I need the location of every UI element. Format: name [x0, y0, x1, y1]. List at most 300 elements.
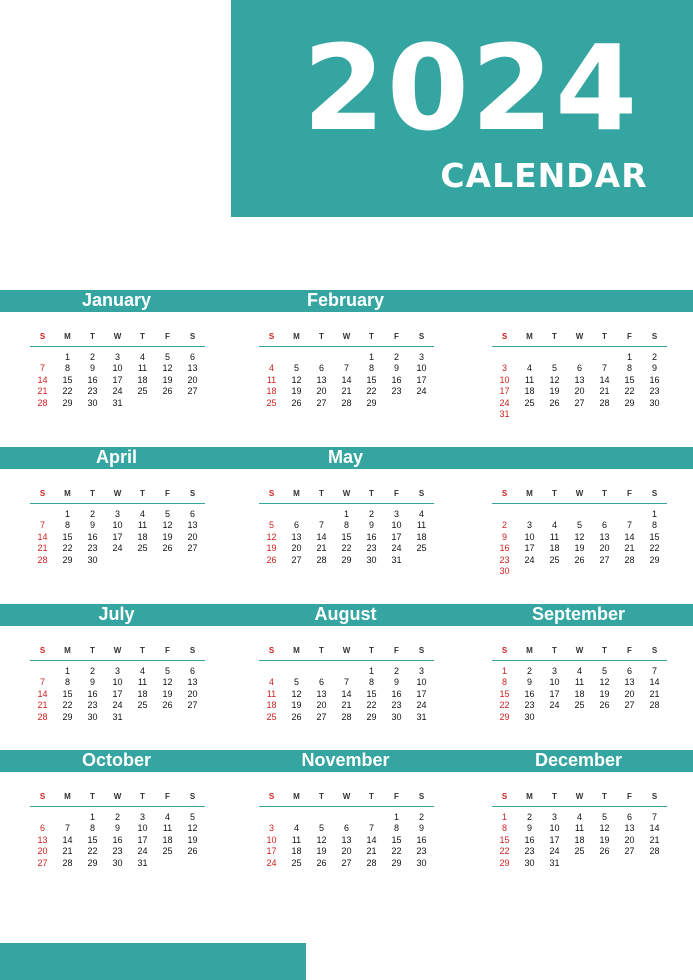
day-cell: 15	[499, 834, 510, 845]
day-cell: 22	[341, 543, 352, 554]
day-cell: 5	[318, 823, 324, 834]
day-cell: 16	[391, 688, 402, 699]
week-row	[259, 666, 434, 677]
day-cell: 10	[524, 531, 535, 542]
day-cell: 2	[526, 666, 532, 676]
weekday-label: T	[552, 489, 557, 498]
day-cell: 17	[112, 688, 123, 699]
week-row	[259, 543, 434, 554]
day-cell: 20	[187, 531, 198, 542]
day-cell: 10	[416, 363, 427, 374]
weekday-label: T	[552, 332, 557, 341]
day-cell: 14	[62, 834, 73, 845]
weekday-label: S	[189, 646, 196, 655]
day-cell: 21	[624, 543, 635, 554]
weekday-label: M	[64, 646, 71, 655]
empty-day-cell	[259, 509, 284, 520]
day-cell: 21	[316, 543, 327, 554]
day-cell: 15	[62, 374, 73, 385]
day-cell: 9	[89, 677, 95, 688]
day-cell: 13	[599, 531, 610, 542]
day-cell: 24	[112, 543, 123, 554]
week-row	[259, 532, 434, 543]
day-cell: 1	[393, 812, 399, 822]
day-cell: 26	[599, 846, 610, 857]
day-cell: 29	[366, 397, 377, 408]
day-cell: 6	[318, 363, 324, 374]
weekday-label: S	[651, 792, 658, 801]
week-row	[30, 363, 205, 374]
day-cell: 11	[291, 834, 302, 845]
day-cell: 2	[651, 352, 657, 362]
weekday-label: S	[268, 792, 275, 801]
day-cell: 19	[291, 700, 302, 711]
weekday-label: W	[342, 489, 351, 498]
day-cell: 24	[549, 700, 560, 711]
day-cell: 24	[416, 386, 427, 397]
weekday-label: F	[627, 332, 632, 341]
weekday-label: M	[293, 489, 300, 498]
week-row	[259, 812, 434, 823]
weekday-label: W	[342, 646, 351, 655]
day-cell: 3	[114, 509, 120, 519]
weekday-label: T	[602, 332, 607, 341]
week-row	[492, 543, 667, 554]
day-cell: 5	[293, 363, 299, 374]
day-cell: 5	[164, 666, 170, 676]
day-cell: 29	[624, 397, 635, 408]
week-row	[30, 520, 205, 531]
day-cell: 20	[574, 386, 585, 397]
day-cell: 30	[416, 857, 427, 868]
weekday-divider	[259, 660, 434, 661]
day-cell: 28	[649, 846, 660, 857]
day-cell: 29	[499, 711, 510, 722]
day-cell: 18	[266, 386, 277, 397]
empty-day-cell	[359, 812, 384, 823]
day-cell: 10	[549, 823, 560, 834]
month-name: January	[81, 290, 152, 310]
day-cell: 26	[599, 700, 610, 711]
weekday-header	[30, 489, 205, 499]
day-cell: 29	[341, 554, 352, 565]
weekday-divider	[259, 503, 434, 504]
week-row	[30, 858, 205, 869]
weekday-label: W	[113, 646, 122, 655]
empty-day-cell	[284, 666, 309, 677]
day-cell: 24	[549, 846, 560, 857]
day-cell: 16	[416, 834, 427, 845]
empty-day-cell	[284, 812, 309, 823]
empty-day-cell	[617, 509, 642, 520]
day-cell: 15	[341, 531, 352, 542]
week-row	[492, 520, 667, 531]
day-cell: 17	[416, 374, 427, 385]
week-row	[30, 823, 205, 834]
day-cell: 20	[624, 834, 635, 845]
day-cell: 14	[37, 688, 48, 699]
day-cell: 13	[187, 677, 198, 688]
day-cell: 8	[393, 823, 399, 834]
empty-day-cell	[492, 509, 517, 520]
weekday-label: S	[39, 646, 46, 655]
day-cell: 29	[366, 711, 377, 722]
day-cell: 16	[112, 834, 123, 845]
week-row	[30, 398, 205, 409]
weekday-header	[30, 646, 205, 656]
day-cell: 14	[341, 374, 352, 385]
weekday-label: S	[189, 792, 196, 801]
day-cell: 15	[624, 374, 635, 385]
weekday-label: W	[113, 792, 122, 801]
day-cell: 9	[651, 363, 657, 374]
day-cell: 3	[501, 363, 507, 374]
day-cell: 2	[368, 509, 374, 519]
day-cell: 25	[266, 711, 277, 722]
day-cell: 30	[524, 857, 535, 868]
weekday-divider	[30, 806, 205, 807]
day-cell: 8	[368, 677, 374, 688]
week-row	[492, 666, 667, 677]
day-grid	[30, 352, 205, 409]
weekday-label: M	[64, 792, 71, 801]
day-cell: 14	[649, 823, 660, 834]
day-cell: 21	[37, 543, 48, 554]
day-cell: 11	[266, 374, 277, 385]
day-cell: 9	[418, 823, 424, 834]
weekday-divider	[30, 660, 205, 661]
day-cell: 12	[266, 531, 277, 542]
day-cell: 6	[189, 666, 195, 676]
day-cell: 4	[268, 363, 274, 374]
day-grid	[259, 352, 434, 409]
day-cell: 3	[418, 352, 424, 362]
day-cell: 11	[137, 363, 148, 374]
weekday-label: W	[342, 792, 351, 801]
month-name: February	[306, 290, 385, 310]
day-cell: 10	[391, 520, 402, 531]
week-row	[492, 677, 667, 688]
day-cell: 18	[137, 531, 148, 542]
day-cell: 25	[162, 846, 173, 857]
day-cell: 21	[649, 834, 660, 845]
day-cell: 27	[316, 397, 327, 408]
day-cell: 12	[187, 823, 198, 834]
day-cell: 23	[87, 700, 98, 711]
day-cell: 3	[139, 812, 145, 822]
week-row	[492, 363, 667, 374]
weekday-label: W	[113, 332, 122, 341]
day-cell: 31	[112, 711, 123, 722]
day-cell: 19	[316, 846, 327, 857]
weekday-header	[492, 489, 667, 499]
weekday-label: M	[293, 332, 300, 341]
day-cell: 7	[343, 363, 349, 374]
weekday-label: S	[418, 332, 425, 341]
day-cell: 11	[266, 688, 277, 699]
day-cell: 2	[114, 812, 120, 822]
day-cell: 15	[391, 834, 402, 845]
day-cell: 4	[139, 352, 145, 362]
day-cell: 2	[501, 520, 507, 531]
week-row	[30, 712, 205, 723]
day-cell: 30	[366, 554, 377, 565]
week-row	[259, 509, 434, 520]
day-cell: 11	[137, 520, 148, 531]
day-cell: 3	[268, 823, 274, 834]
weekday-divider	[30, 346, 205, 347]
day-cell: 6	[39, 823, 45, 834]
day-cell: 29	[62, 554, 73, 565]
weekday-label: T	[140, 792, 145, 801]
week-row	[492, 509, 667, 520]
day-cell: 11	[162, 823, 173, 834]
weekday-label: T	[90, 646, 95, 655]
day-cell: 30	[112, 857, 123, 868]
day-cell: 1	[64, 666, 70, 676]
day-cell: 23	[87, 386, 98, 397]
day-cell: 21	[649, 688, 660, 699]
day-cell: 18	[549, 543, 560, 554]
day-cell: 28	[599, 397, 610, 408]
day-cell: 13	[187, 520, 198, 531]
day-cell: 1	[64, 509, 70, 519]
weekday-label: T	[90, 489, 95, 498]
day-cell: 29	[649, 554, 660, 565]
week-row	[492, 812, 667, 823]
day-grid	[259, 812, 434, 869]
day-cell: 1	[501, 812, 507, 822]
day-cell: 12	[549, 374, 560, 385]
day-cell: 17	[416, 688, 427, 699]
day-cell: 20	[341, 846, 352, 857]
empty-day-cell	[30, 352, 55, 363]
empty-day-cell	[592, 509, 617, 520]
day-cell: 4	[576, 666, 582, 676]
day-cell: 3	[551, 812, 557, 822]
weekday-label: T	[369, 489, 374, 498]
day-cell: 20	[624, 688, 635, 699]
day-cell: 2	[89, 352, 95, 362]
day-cell: 4	[418, 509, 424, 519]
day-cell: 6	[576, 363, 582, 374]
weekday-label: T	[319, 792, 324, 801]
day-cell: 13	[187, 363, 198, 374]
week-row	[259, 363, 434, 374]
day-cell: 13	[37, 834, 48, 845]
empty-day-cell	[567, 509, 592, 520]
day-cell: 29	[87, 857, 98, 868]
day-cell: 3	[114, 666, 120, 676]
weekday-label: T	[90, 332, 95, 341]
week-row	[492, 375, 667, 386]
day-cell: 27	[37, 857, 48, 868]
empty-day-cell	[309, 812, 334, 823]
weekday-header	[492, 646, 667, 656]
day-cell: 24	[416, 700, 427, 711]
weekday-divider	[259, 806, 434, 807]
header-banner	[231, 0, 693, 217]
day-cell: 25	[574, 700, 585, 711]
week-row	[30, 352, 205, 363]
weekday-label: F	[165, 646, 170, 655]
day-cell: 10	[112, 520, 123, 531]
day-cell: 23	[524, 700, 535, 711]
day-cell: 20	[291, 543, 302, 554]
day-cell: 8	[64, 677, 70, 688]
day-cell: 12	[599, 823, 610, 834]
day-cell: 16	[391, 374, 402, 385]
week-row	[30, 835, 205, 846]
week-row	[492, 532, 667, 543]
day-cell: 17	[112, 531, 123, 542]
day-cell: 13	[291, 531, 302, 542]
day-cell: 20	[187, 374, 198, 385]
month-name: May	[327, 447, 363, 467]
weekday-label: F	[394, 489, 399, 498]
day-cell: 11	[574, 677, 585, 688]
weekday-header	[30, 792, 205, 802]
weekday-label: F	[627, 792, 632, 801]
day-cell: 27	[599, 554, 610, 565]
weekday-header	[30, 332, 205, 342]
weekday-divider	[492, 660, 667, 661]
day-cell: 11	[137, 677, 148, 688]
day-cell: 28	[37, 554, 48, 565]
week-row	[259, 689, 434, 700]
day-cell: 28	[341, 397, 352, 408]
week-row	[492, 352, 667, 363]
day-cell: 7	[64, 823, 70, 834]
weekday-label: F	[165, 489, 170, 498]
month-name: July	[98, 604, 135, 624]
day-cell: 16	[524, 834, 535, 845]
day-cell: 19	[291, 386, 302, 397]
weekday-label: T	[552, 792, 557, 801]
week-row	[259, 835, 434, 846]
day-cell: 16	[87, 374, 98, 385]
day-cell: 23	[391, 386, 402, 397]
day-cell: 14	[366, 834, 377, 845]
weekday-label: T	[140, 489, 145, 498]
day-cell: 3	[114, 352, 120, 362]
day-cell: 9	[114, 823, 120, 834]
day-cell: 8	[651, 520, 657, 531]
week-row	[492, 566, 667, 577]
day-cell: 5	[189, 812, 195, 822]
week-row	[492, 835, 667, 846]
day-cell: 13	[341, 834, 352, 845]
day-cell: 12	[574, 531, 585, 542]
day-cell: 18	[574, 688, 585, 699]
day-cell: 3	[418, 666, 424, 676]
day-cell: 5	[551, 363, 557, 374]
day-cell: 19	[162, 688, 173, 699]
week-row	[492, 386, 667, 397]
week-row	[30, 386, 205, 397]
day-grid	[30, 509, 205, 566]
day-cell: 19	[162, 374, 173, 385]
day-cell: 9	[368, 520, 374, 531]
empty-day-cell	[309, 352, 334, 363]
day-cell: 19	[266, 543, 277, 554]
day-cell: 3	[393, 509, 399, 519]
day-cell: 8	[626, 363, 632, 374]
day-cell: 18	[574, 834, 585, 845]
day-cell: 1	[501, 666, 507, 676]
day-cell: 31	[499, 408, 510, 419]
weekday-label: T	[140, 332, 145, 341]
week-row	[492, 689, 667, 700]
day-cell: 27	[187, 700, 198, 711]
day-cell: 10	[112, 363, 123, 374]
day-cell: 17	[549, 834, 560, 845]
day-cell: 8	[501, 677, 507, 688]
day-cell: 27	[341, 857, 352, 868]
day-grid	[492, 509, 667, 577]
day-cell: 18	[266, 700, 277, 711]
empty-day-cell	[334, 812, 359, 823]
day-cell: 4	[268, 677, 274, 688]
day-cell: 25	[549, 554, 560, 565]
empty-day-cell	[542, 352, 567, 363]
day-cell: 28	[649, 700, 660, 711]
day-cell: 3	[526, 520, 532, 531]
day-cell: 25	[291, 857, 302, 868]
day-cell: 24	[499, 397, 510, 408]
day-cell: 9	[526, 677, 532, 688]
empty-day-cell	[30, 812, 55, 823]
weekday-label: F	[394, 332, 399, 341]
day-cell: 2	[526, 812, 532, 822]
day-cell: 23	[112, 846, 123, 857]
day-grid	[259, 509, 434, 566]
week-row	[259, 375, 434, 386]
weekday-label: M	[293, 792, 300, 801]
day-cell: 27	[624, 700, 635, 711]
weekday-label: T	[602, 646, 607, 655]
day-grid	[492, 352, 667, 420]
day-cell: 24	[391, 543, 402, 554]
weekday-label: T	[369, 646, 374, 655]
weekday-label: S	[651, 489, 658, 498]
week-row	[30, 666, 205, 677]
day-cell: 10	[549, 677, 560, 688]
weekday-label: T	[319, 646, 324, 655]
day-cell: 1	[64, 352, 70, 362]
day-cell: 16	[366, 531, 377, 542]
day-cell: 27	[187, 386, 198, 397]
day-cell: 7	[651, 666, 657, 676]
day-cell: 7	[601, 363, 607, 374]
day-cell: 1	[368, 666, 374, 676]
weekday-label: F	[627, 489, 632, 498]
day-cell: 13	[316, 374, 327, 385]
day-cell: 9	[89, 363, 95, 374]
day-cell: 14	[37, 531, 48, 542]
day-cell: 5	[164, 509, 170, 519]
day-cell: 31	[416, 711, 427, 722]
weekday-label: T	[140, 646, 145, 655]
empty-day-cell	[55, 812, 80, 823]
week-row	[30, 812, 205, 823]
day-cell: 12	[316, 834, 327, 845]
empty-day-cell	[259, 666, 284, 677]
day-cell: 27	[574, 397, 585, 408]
day-cell: 1	[651, 509, 657, 519]
day-cell: 13	[316, 688, 327, 699]
day-cell: 12	[291, 374, 302, 385]
